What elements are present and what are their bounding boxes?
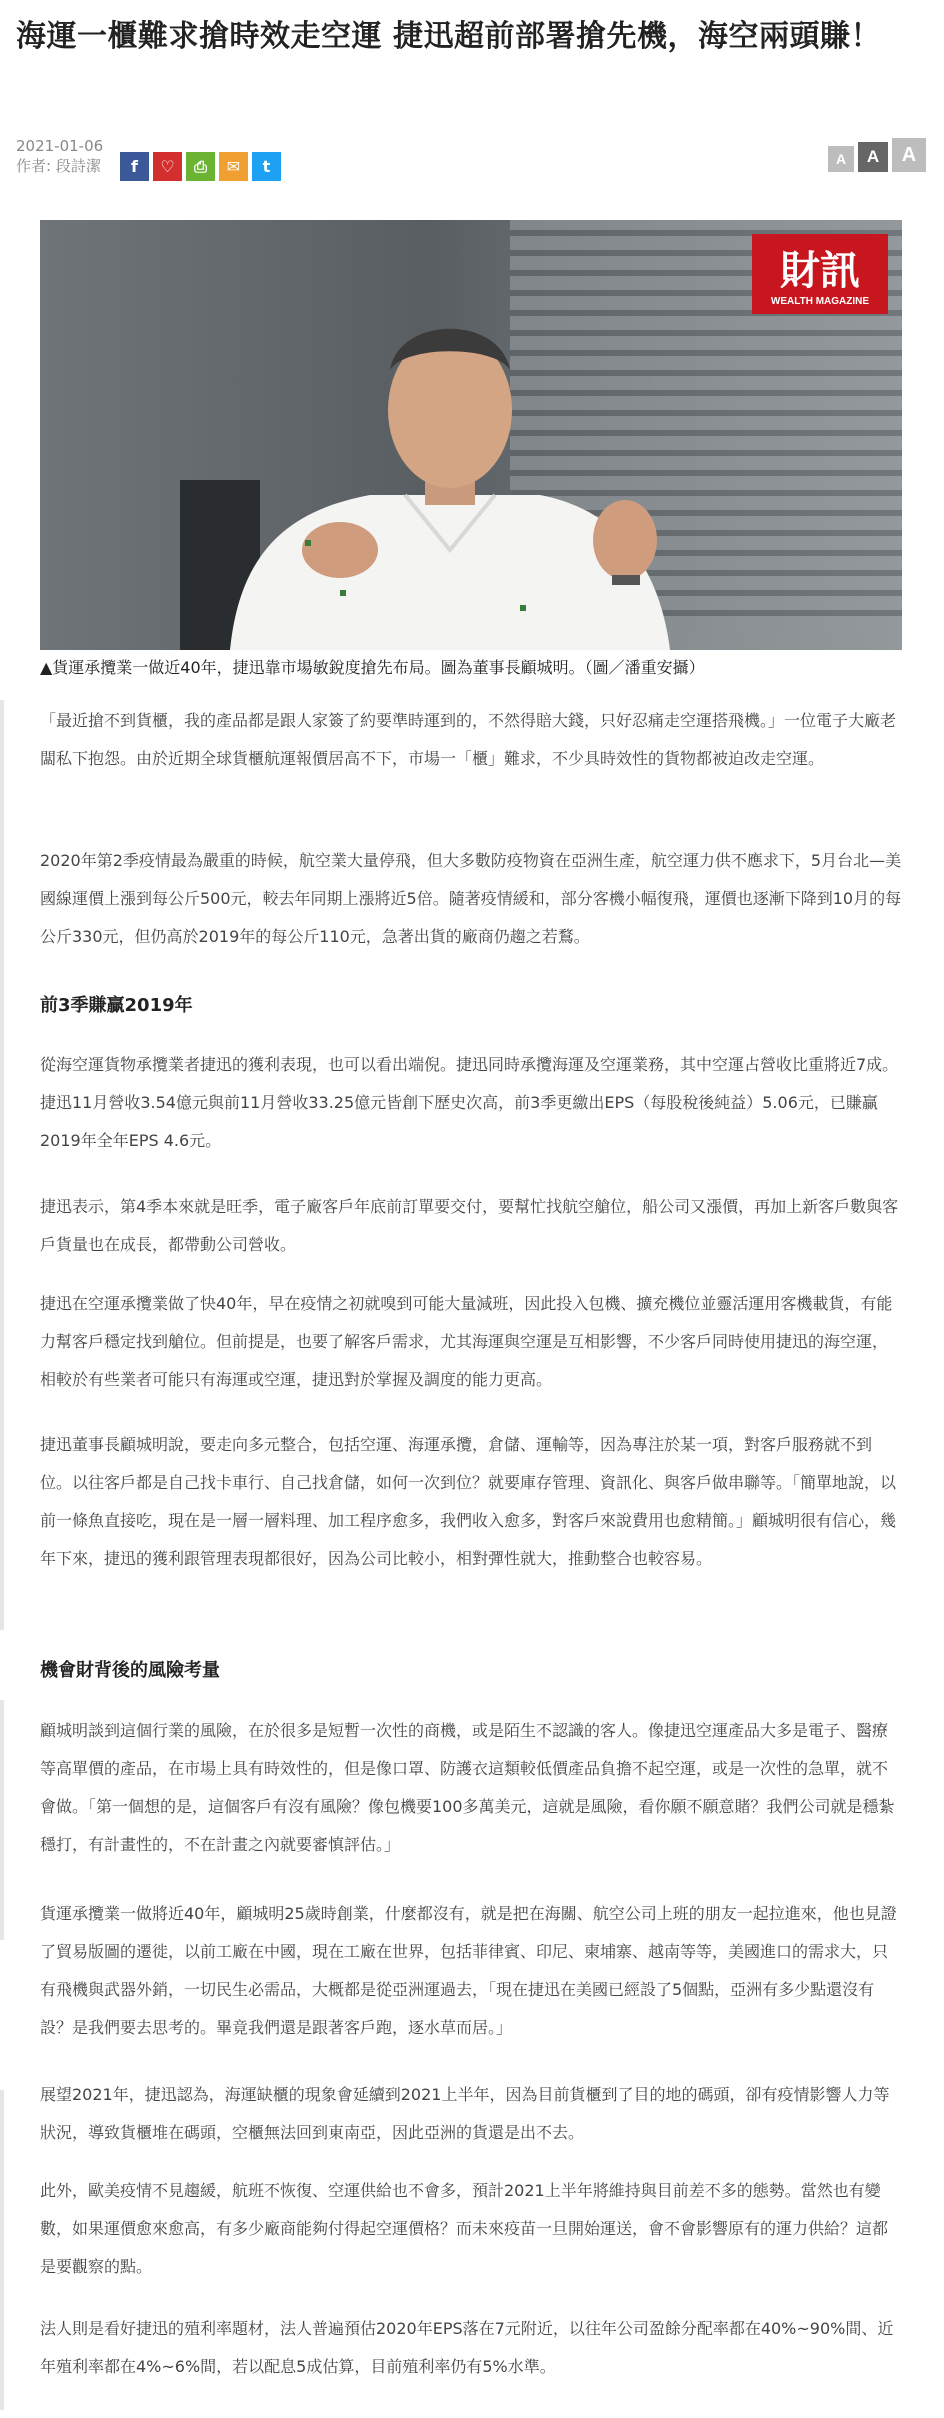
photo-caption: ▲貨運承攬業一做近40年，捷迅靠市場敏銳度搶先布局。圖為董事長顧城明。（圖／潘重安攝） [40, 658, 705, 677]
left-divider-2 [0, 1700, 4, 1940]
logo-sub-text: WEALTH MAGAZINE [770, 296, 870, 307]
paragraph-2: 2020年第2季疫情最為嚴重的時候，航空業大量停飛，但大多數防疫物資在亞洲生產，航空運力供不應求下，5月台北—美國線運價上漲到每公斤500元，較去年同期上漲將近5倍。隨著疫情緩和，部分客機小幅復飛，運價也逐漸下降到10月的每公斤330元，但仍高於2019年的每公斤110元，急著出貨的廠商仍趨之若鶩。 [40, 851, 902, 946]
print-button[interactable] [186, 152, 215, 181]
left-divider-3 [0, 2090, 4, 2410]
left-divider-1 [0, 700, 4, 1630]
email-share-button[interactable] [219, 152, 248, 181]
facebook-icon: f [131, 157, 138, 176]
font-large-button[interactable]: A [892, 138, 926, 172]
publish-date: 2021-01-06 [16, 137, 104, 155]
share-bar [120, 152, 281, 181]
print-icon: ⎙ [194, 156, 207, 176]
paragraph-10: 此外，歐美疫情不見趨緩，航班不恢復、空運供給也不會多，預計2021上半年將維持與目前差不多的態勢。當然也有變數，如果運價愈來愈高，有多少廠商能夠付得起空運價格？而未來疫苗一旦開始運送，會不會影響原有的運力供給？這都是要觀察的點。 [40, 2181, 889, 2276]
twitter-share-button[interactable] [252, 152, 281, 181]
author: 作者: 段詩潔 [16, 157, 101, 175]
paragraph-3: 從海空運貨物承攬業者捷迅的獲利表現，也可以看出端倪。捷迅同時承攬海運及空運業務，其中空運占營收比重將近7成。捷迅11月營收3.54億元與前11月營收33.25億元皆創下歷史次高，前3季更繳出EPS（每股稅後純益）5.06元，已賺贏2019年全年EPS 4.6元。 [40, 1055, 899, 1150]
paragraph-4: 捷迅表示，第4季本來就是旺季，電子廠客戶年底前訂單要交付，要幫忙找航空艙位，船公司又漲價，再加上新客戶數與客戶貨量也在成長，都帶動公司營收。 [40, 1197, 899, 1254]
paragraph-8: 貨運承攬業一做將近40年，顧城明25歲時創業，什麼都沒有，就是把在海關、航空公司上班的朋友一起拉進來，他也見證了貿易版圖的遷徙，以前工廠在中國，現在工廠在世界，包括菲律賓、印尼、柬埔寨、越南等等，美國進口的需求大，只有飛機與武器外銷，一切民生必需品，大概都是從亞洲運過去，「現在捷迅在美國已經設了5個點，亞洲有多少點還沒有設？是我們要去思考的。畢竟我們還是跟著客戶跑，逐水草而居。」 [40, 1904, 897, 2037]
font-size-controls [828, 138, 926, 172]
paragraph-11: 法人則是看好捷迅的殖利率題材，法人普遍預估2020年EPS落在7元附近，以往年公司盈餘分配率都在40%~90%間、近年殖利率都在4%~6%間，若以配息5成估算，目前殖利率仍有5%水準。 [40, 2319, 894, 2376]
twitter-icon: t [262, 157, 271, 176]
paragraph-5: 捷迅在空運承攬業做了快40年，早在疫情之初就嗅到可能大量減班，因此投入包機、擴充機位並靈活運用客機載貨，有能力幫客戶穩定找到艙位。但前提是，也要了解客戶需求，尤其海運與空運是互相影響，不少客戶同時使用捷迅的海空運，相較於有些業者可能只有海運或空運，捷迅對於掌握及調度的能力更高。 [40, 1294, 893, 1389]
logo-main-text: 財訊 [780, 248, 860, 294]
font-medium-button[interactable]: A [858, 142, 888, 172]
article-title: 海運一櫃難求搶時效走空運 捷迅超前部署搶先機，海空兩頭賺！ [16, 19, 881, 54]
photo-illustration [40, 220, 902, 650]
heart-icon: ♡ [160, 157, 175, 176]
paragraph-7: 顧城明談到這個行業的風險，在於很多是短暫一次性的商機，或是陌生不認識的客人。像捷迅空運產品大多是電子、醫療等高單價的產品，在市場上具有時效性的，但是像口罩、防護衣這類較低價產品負擔不起空運，或是一次性的急單，就不會做。「第一個想的是，這個客戶有沒有風險？像包機要100多萬美元，這就是風險，看你願不願意賭？我們公司就是穩紮穩打，有計畫性的，不在計畫之內就要審慎評估。」 [40, 1721, 895, 1854]
paragraph-6: 捷迅董事長顧城明說，要走向多元整合，包括空運、海運承攬，倉儲、運輸等，因為專注於某一項，對客戶服務就不到位。以往客戶都是自己找卡車行、自己找倉儲，如何一次到位？就要庫存管理、資訊化、與客戶做串聯等。「簡單地說，以前一條魚直接吃，現在是一層一層料理、加工程序愈多，我們收入愈多，對客戶來說費用也愈精簡。」顧城明很有信心，幾年下來，捷迅的獲利跟管理表現都很好，因為公司比較小，相對彈性就大，推動整合也較容易。 [40, 1435, 897, 1568]
paragraph-9: 展望2021年，捷迅認為，海運缺櫃的現象會延續到2021上半年，因為目前貨櫃到了目的地的碼頭，卻有疫情影響人力等狀況，導致貨櫃堆在碼頭，空櫃無法回到東南亞，因此亞洲的貨還是出不去。 [40, 2085, 890, 2142]
paragraph-1: 「最近搶不到貨櫃，我的產品都是跟人家簽了約要準時運到的，不然得賠大錢，只好忍痛走空運搭飛機。」一位電子大廠老闆私下抱怨。由於近期全球貨櫃航運報價居高不下，市場一「櫃」難求，不少具時效性的貨物都被迫改走空運。 [40, 711, 897, 768]
font-small-button[interactable]: A [828, 146, 854, 172]
section-heading-1: 前3季賺贏2019年 [40, 995, 193, 1016]
favorite-button[interactable] [153, 152, 182, 181]
facebook-share-button[interactable] [120, 152, 149, 181]
section-heading-2: 機會財背後的風險考量 [40, 1660, 220, 1681]
article-photo [40, 220, 902, 650]
mail-icon: ✉ [226, 157, 241, 176]
